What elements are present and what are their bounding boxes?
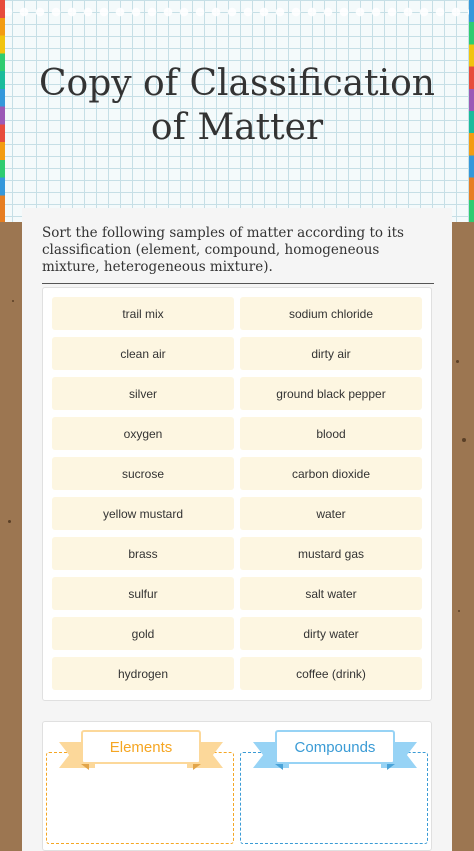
- sortable-item[interactable]: mustard gas: [240, 537, 422, 570]
- category-section: [42, 721, 432, 851]
- worksheet-header: [0, 0, 474, 222]
- wood-texture-speck: [456, 360, 459, 363]
- sortable-item[interactable]: trail mix: [52, 297, 234, 330]
- right-color-stripe: [469, 0, 474, 222]
- compounds-category-header: [253, 730, 417, 776]
- sortable-item[interactable]: coffee (drink): [240, 657, 422, 690]
- worksheet-card: [22, 208, 452, 851]
- binder-holes: [0, 4, 474, 20]
- wood-texture-speck: [462, 438, 466, 442]
- sortable-item[interactable]: hydrogen: [52, 657, 234, 690]
- elements-category-label: Elements: [81, 730, 201, 764]
- wood-texture-speck: [8, 520, 11, 523]
- sortable-item[interactable]: sucrose: [52, 457, 234, 490]
- sortable-item[interactable]: water: [240, 497, 422, 530]
- sortable-item[interactable]: carbon dioxide: [240, 457, 422, 490]
- sortable-item[interactable]: yellow mustard: [52, 497, 234, 530]
- sortable-item[interactable]: oxygen: [52, 417, 234, 450]
- sortable-item[interactable]: silver: [52, 377, 234, 410]
- instructions-text: Sort the following samples of matter according to its classification (element, compound, homogeneous mixture, heterogeneous mixture).: [42, 225, 434, 284]
- sortable-item[interactable]: sodium chloride: [240, 297, 422, 330]
- sortable-item[interactable]: gold: [52, 617, 234, 650]
- sortable-items-bank: [42, 287, 432, 701]
- sortable-item[interactable]: sulfur: [52, 577, 234, 610]
- compounds-category-label: Compounds: [275, 730, 395, 764]
- sortable-item[interactable]: dirty water: [240, 617, 422, 650]
- elements-category-header: [59, 730, 223, 776]
- sortable-item[interactable]: dirty air: [240, 337, 422, 370]
- left-color-stripe: [0, 0, 5, 222]
- sortable-item[interactable]: clean air: [52, 337, 234, 370]
- wood-texture-speck: [12, 300, 14, 302]
- sortable-item[interactable]: blood: [240, 417, 422, 450]
- page-title: Copy of Classification of Matter: [39, 63, 435, 148]
- wood-texture-speck: [458, 610, 460, 612]
- sortable-item[interactable]: salt water: [240, 577, 422, 610]
- sortable-item[interactable]: ground black pepper: [240, 377, 422, 410]
- sortable-item[interactable]: brass: [52, 537, 234, 570]
